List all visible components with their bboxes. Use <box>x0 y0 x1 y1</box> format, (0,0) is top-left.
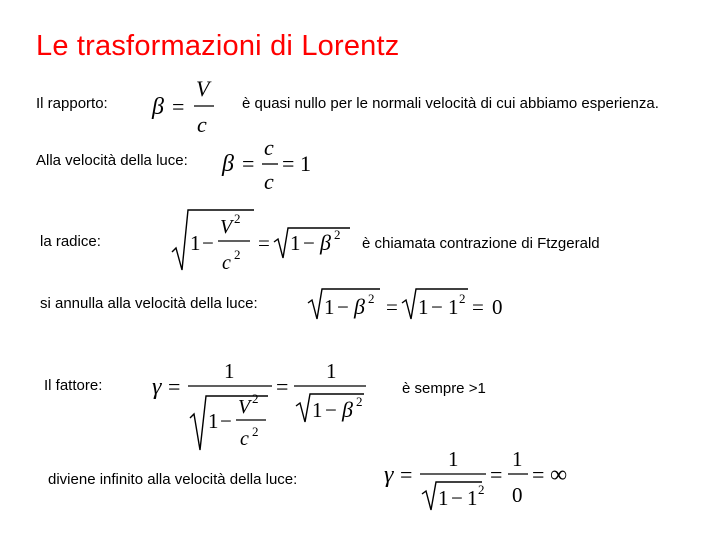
svg-text:c: c <box>264 135 274 160</box>
svg-text:β: β <box>354 294 365 319</box>
radice-label: la radice: <box>40 233 101 250</box>
page-title: Le trasformazioni di Lorentz <box>36 30 400 62</box>
svg-text:1: 1 <box>448 295 459 319</box>
beta-one-formula <box>218 134 318 196</box>
svg-text:−: − <box>325 398 337 422</box>
svg-text:1: 1 <box>448 447 459 471</box>
luce-label: Alla velocità della luce: <box>36 152 188 169</box>
svg-text:β: β <box>342 397 353 422</box>
annulla-label: si annulla alla velocità della luce: <box>40 295 258 312</box>
svg-text:β: β <box>320 230 331 255</box>
svg-text:γ: γ <box>384 462 394 488</box>
svg-text:V: V <box>238 396 251 418</box>
svg-text:2: 2 <box>234 211 241 226</box>
svg-text:0: 0 <box>492 295 503 319</box>
svg-text:1: 1 <box>224 359 235 383</box>
svg-text:c: c <box>222 252 231 274</box>
svg-text:c: c <box>197 112 207 137</box>
svg-text:1: 1 <box>312 398 323 422</box>
svg-text:β: β <box>152 94 164 120</box>
svg-text:1: 1 <box>324 295 335 319</box>
svg-text:2: 2 <box>252 424 259 439</box>
svg-text:1: 1 <box>467 486 478 510</box>
svg-text:=: = <box>242 151 255 176</box>
beta-ratio-formula <box>148 74 218 138</box>
root-formula <box>170 206 355 276</box>
svg-text:0: 0 <box>512 483 523 507</box>
svg-text:−: − <box>337 295 349 319</box>
svg-text:=: = <box>172 94 185 119</box>
svg-text:γ: γ <box>152 374 162 400</box>
svg-text:=: = <box>472 295 484 319</box>
svg-text:2: 2 <box>334 227 341 242</box>
svg-text:2: 2 <box>234 247 241 262</box>
svg-text:2: 2 <box>356 394 363 409</box>
svg-text:1: 1 <box>290 231 301 255</box>
gamma-infinity-formula <box>382 446 582 512</box>
svg-text:−: − <box>220 409 232 433</box>
svg-text:=: = <box>168 374 181 399</box>
infinito-label: diviene infinito alla velocità della luce: <box>48 471 298 488</box>
svg-text:β: β <box>222 151 234 177</box>
svg-text:=: = <box>490 462 503 487</box>
rapporto-note: è quasi nullo per le normali velocità di cui abbiamo esperienza. <box>242 95 659 112</box>
svg-text:−: − <box>303 231 315 255</box>
svg-text:1: 1 <box>326 359 337 383</box>
svg-text:2: 2 <box>368 291 375 306</box>
svg-text:c: c <box>264 169 274 194</box>
svg-text:2: 2 <box>252 391 259 406</box>
svg-text:2: 2 <box>459 291 466 306</box>
svg-text:−: − <box>451 486 463 510</box>
svg-text:=: = <box>400 462 413 487</box>
gamma-formula <box>150 356 380 456</box>
svg-text:c: c <box>240 428 249 450</box>
root-zero-formula <box>306 285 511 325</box>
svg-text:1: 1 <box>208 409 219 433</box>
svg-text:−: − <box>431 295 443 319</box>
radice-note: è chiamata contrazione di Ftzgerald <box>362 235 600 252</box>
svg-text:=: = <box>258 231 270 255</box>
svg-text:1: 1 <box>190 231 201 255</box>
svg-text:−: − <box>202 231 214 255</box>
svg-text:V: V <box>220 216 233 238</box>
svg-text:=: = <box>386 295 398 319</box>
svg-text:=: = <box>276 374 289 399</box>
svg-text:1: 1 <box>512 447 523 471</box>
svg-text:1: 1 <box>438 486 449 510</box>
fattore-note: è sempre >1 <box>402 380 486 397</box>
svg-text:1: 1 <box>300 151 311 176</box>
rapporto-label: Il rapporto: <box>36 95 108 112</box>
svg-text:1: 1 <box>418 295 429 319</box>
svg-text:=: = <box>282 151 295 176</box>
svg-text:V: V <box>196 76 210 101</box>
svg-text:=: = <box>532 462 545 487</box>
svg-text:2: 2 <box>478 482 485 497</box>
fattore-label: Il fattore: <box>44 377 103 394</box>
svg-text:∞: ∞ <box>550 462 568 488</box>
